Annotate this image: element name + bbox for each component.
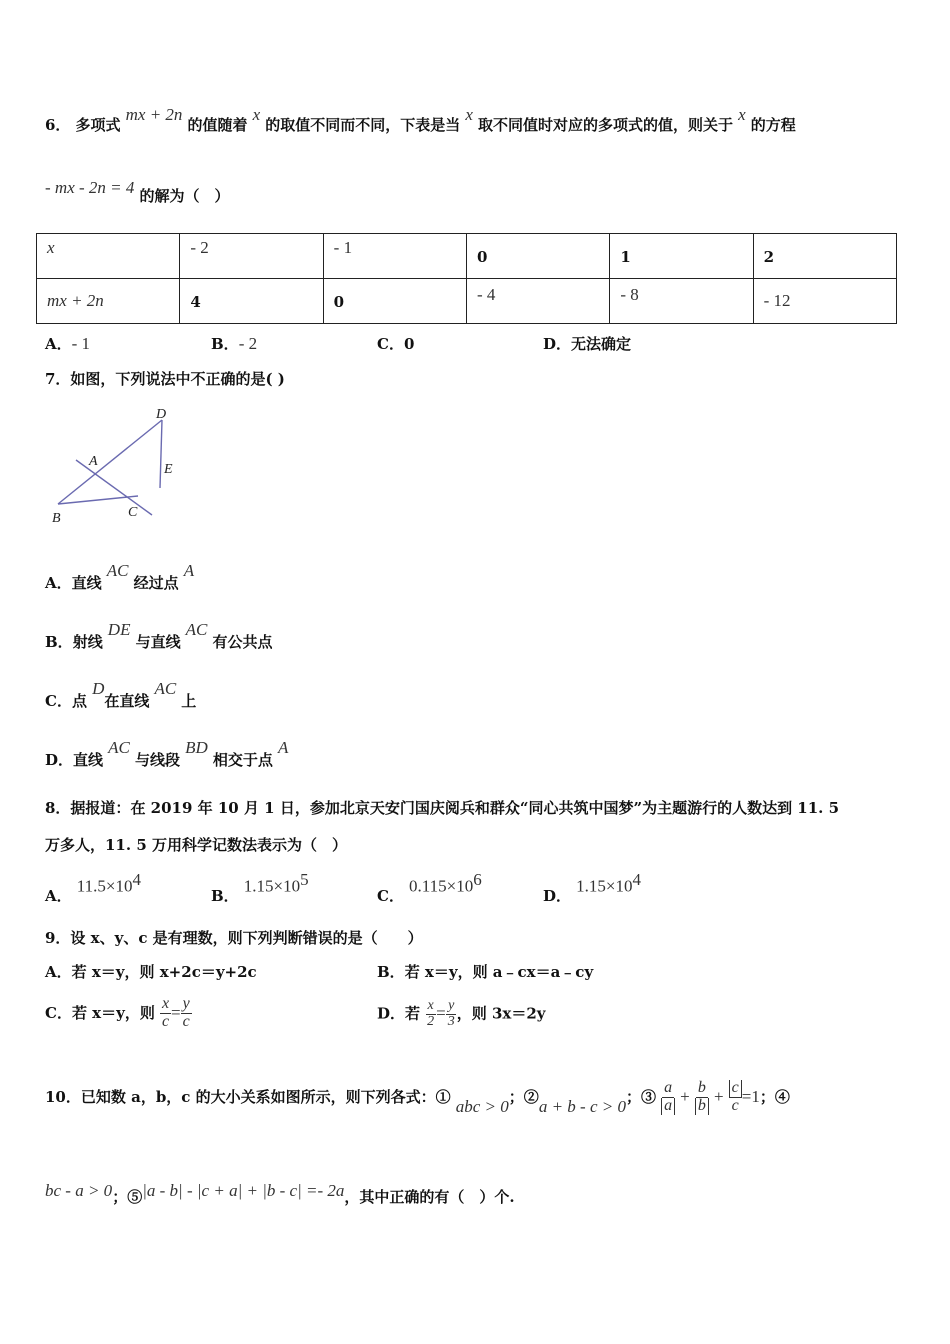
expr-2: a + b - c > 0 (538, 1096, 626, 1116)
option-text: 上 (181, 692, 197, 710)
option-label: B． (45, 633, 73, 651)
table-cell: 0 (476, 247, 488, 266)
exponent: 4 (632, 870, 641, 889)
q6-option-c (377, 333, 414, 354)
math-de: DE (107, 620, 131, 639)
exponent: 4 (132, 870, 141, 889)
line-bc (58, 496, 138, 504)
fraction-x-over-c (160, 996, 171, 1031)
math-bd: BD (185, 738, 208, 757)
table-cell: - 1 (333, 238, 353, 257)
numerator: y (448, 998, 455, 1013)
q8-option-c (377, 870, 482, 906)
point-label-d: D (156, 407, 167, 422)
option-label: C． (377, 335, 404, 353)
math-a: A (277, 738, 289, 757)
q6-var-x-2: x (465, 105, 473, 124)
q6-value-table (36, 233, 897, 324)
point-label-e: E (164, 462, 173, 477)
table-cell: - 8 (620, 285, 639, 304)
numerator: x (161, 995, 170, 1012)
q6-text-1: 多项式 (75, 116, 121, 134)
math-ac: AC (106, 561, 129, 580)
q8-stem-line2: 万多人，11. 5 万用科学记数法表示为（ ） (45, 836, 347, 854)
point-label-c: C (128, 505, 138, 520)
ray-de (160, 420, 162, 488)
exponent: 5 (300, 870, 309, 889)
q10-text-1: 10．已知数 a，b，c 的大小关系如图所示，则下列各式：① (45, 1087, 451, 1106)
q6-line2 (45, 177, 230, 205)
fraction-b-over-abs-b (695, 1080, 709, 1115)
q8-stem-line1: 8．据报道：在 2019 年 10 月 1 日，参加北京天安门国庆阅兵和群众“同心共筑中国梦”为主题游行的人数达到 11. 5 (45, 799, 840, 817)
q6-option-d (543, 333, 631, 354)
q8-option-a (45, 870, 141, 906)
table-cell: 1 (620, 247, 631, 266)
option-text: 若 (405, 1004, 421, 1023)
option-value: 0.115×10 (409, 876, 474, 896)
denominator: c (731, 1096, 739, 1114)
option-text: 在直线 (104, 692, 150, 710)
q9-option-b (377, 961, 593, 982)
numerator: a (664, 1079, 673, 1096)
option-text: ，则 3x＝2y (456, 1004, 546, 1023)
plus-sign: + (713, 1086, 724, 1106)
q10-text-5: ；⑤ (112, 1188, 143, 1206)
q10-line1 (45, 1080, 790, 1115)
q6-option-a (45, 333, 90, 354)
denominator: 3 (447, 1013, 455, 1029)
option-text: 相交于点 (212, 751, 273, 769)
q8-option-d (543, 870, 641, 906)
denominator: c (161, 1012, 170, 1030)
point-label-b: B (52, 511, 61, 526)
numerator: b (697, 1079, 706, 1096)
option-text: 点 (71, 692, 87, 710)
option-value: 无法确定 (571, 335, 632, 353)
math-ac: AC (154, 679, 177, 698)
q6-text-4: 取不同值时对应的多项式的值，则关于 (478, 116, 734, 134)
option-text: 与线段 (134, 751, 180, 769)
math-d: D (92, 679, 105, 698)
q6-text-2: 的值随着 (187, 116, 248, 134)
q7-option-a (45, 560, 195, 592)
option-label: A． (45, 574, 72, 592)
q6-equation: - mx - 2n = 4 (45, 178, 135, 197)
table-cell: mx + 2n (47, 291, 104, 310)
option-value: 0 (403, 335, 415, 353)
q6-text-6: 的解为（ ） (139, 187, 230, 205)
option-label: B． (211, 335, 239, 353)
line-ac (76, 460, 152, 515)
table-cell: 2 (763, 247, 775, 266)
q7-stem: 7．如图，下列说法中不正确的是( ) (45, 370, 285, 388)
q9-stem: 9．设 x、y、c 是有理数，则下列判断错误的是（ ） (45, 929, 423, 947)
table-row (37, 234, 897, 279)
q9-option-c (45, 996, 192, 1031)
q8-option-b (211, 870, 309, 906)
option-label: C． (45, 692, 72, 710)
exponent: 6 (473, 870, 482, 889)
fraction-y-over-c (181, 996, 192, 1031)
math-a: A (183, 561, 195, 580)
line-bd (58, 420, 162, 504)
fraction-abs-c-over-c (729, 1080, 742, 1115)
option-value: - 2 (238, 334, 258, 353)
table-cell: 4 (190, 292, 201, 311)
option-text: 若 x＝y，则 x+2c＝y+2c (71, 963, 257, 981)
q10-text-6: ，其中正确的有（ ）个. (344, 1188, 515, 1206)
expr-5: |a - b| - |c + a| + |b - c| =- 2a (142, 1181, 345, 1200)
option-label: D． (543, 335, 572, 353)
q10-text-3: ；③ (625, 1087, 656, 1106)
math-ac: AC (185, 620, 208, 639)
q7-option-c (45, 678, 197, 710)
q6-text-5: 的方程 (750, 116, 796, 134)
q10-line2 (45, 1180, 515, 1206)
option-text: 若 x＝y，则 a﹣cx＝a﹣cy (404, 963, 594, 981)
expr-4: bc - a > 0 (45, 1181, 113, 1200)
option-label: D． (45, 751, 74, 769)
option-value: 1.15×10 (243, 876, 301, 896)
q10-text-2: ；② (508, 1087, 539, 1106)
q6-option-b (211, 333, 257, 354)
option-value: 11.5×10 (76, 876, 133, 896)
q7-option-b (45, 619, 273, 651)
q7-option-d (45, 737, 289, 769)
plus-sign: + (680, 1086, 690, 1106)
denominator: c (182, 1012, 190, 1030)
option-label: A． (45, 887, 72, 906)
option-label: C． (377, 887, 404, 906)
option-label: B． (211, 887, 239, 906)
q6-expr: mx + 2n (125, 105, 183, 124)
q6-number: 6． (45, 116, 71, 134)
q9-option-a (45, 961, 257, 982)
equals-sign: = (436, 1003, 446, 1023)
option-text: 有公共点 (212, 633, 273, 651)
equals-sign: = (171, 1002, 181, 1022)
denominator: a (661, 1098, 675, 1115)
denominator: b (695, 1098, 709, 1115)
option-text: 若 x＝y，则 (71, 1003, 155, 1022)
option-text: 直线 (73, 751, 104, 769)
q6-var-x-1: x (252, 105, 261, 124)
numerator: x (427, 998, 434, 1013)
numerator: y (182, 995, 190, 1012)
option-value: 1.15×10 (576, 876, 633, 896)
q6-line1 (45, 104, 796, 144)
q6-text-3: 的取值不同而不同，下表是当 (265, 116, 461, 134)
option-label: D． (543, 887, 572, 906)
fraction-x-over-2 (425, 999, 436, 1029)
q6-var-x-3: x (738, 105, 746, 124)
option-label: B． (377, 963, 405, 981)
option-value: - 1 (71, 334, 91, 353)
option-text: 与直线 (135, 633, 181, 651)
q10-text-4: ；④ (759, 1087, 790, 1106)
option-text: 直线 (71, 574, 102, 592)
option-text: 经过点 (133, 574, 179, 592)
option-label: A． (45, 335, 72, 353)
fraction-y-over-3 (446, 999, 457, 1029)
expr-1: abc > 0 (455, 1096, 509, 1116)
table-cell: - 4 (476, 285, 496, 304)
table-cell: - 2 (190, 238, 209, 257)
table-row (37, 279, 897, 324)
fraction-a-over-abs-a (661, 1080, 675, 1115)
option-label: D． (377, 1004, 406, 1023)
q7-geometry-figure (44, 400, 194, 530)
option-label: C． (45, 1003, 72, 1022)
point-label-a: A (89, 454, 98, 469)
option-label: A． (45, 963, 72, 981)
denominator: 2 (427, 1013, 435, 1029)
q9-option-d (377, 999, 545, 1029)
numerator: c (729, 1080, 742, 1098)
math-ac: AC (108, 738, 130, 757)
option-text: 射线 (72, 633, 103, 651)
table-cell: - 12 (763, 291, 791, 310)
table-cell: x (47, 238, 55, 257)
table-cell: 0 (333, 292, 345, 311)
equals-one: =1 (741, 1086, 760, 1106)
